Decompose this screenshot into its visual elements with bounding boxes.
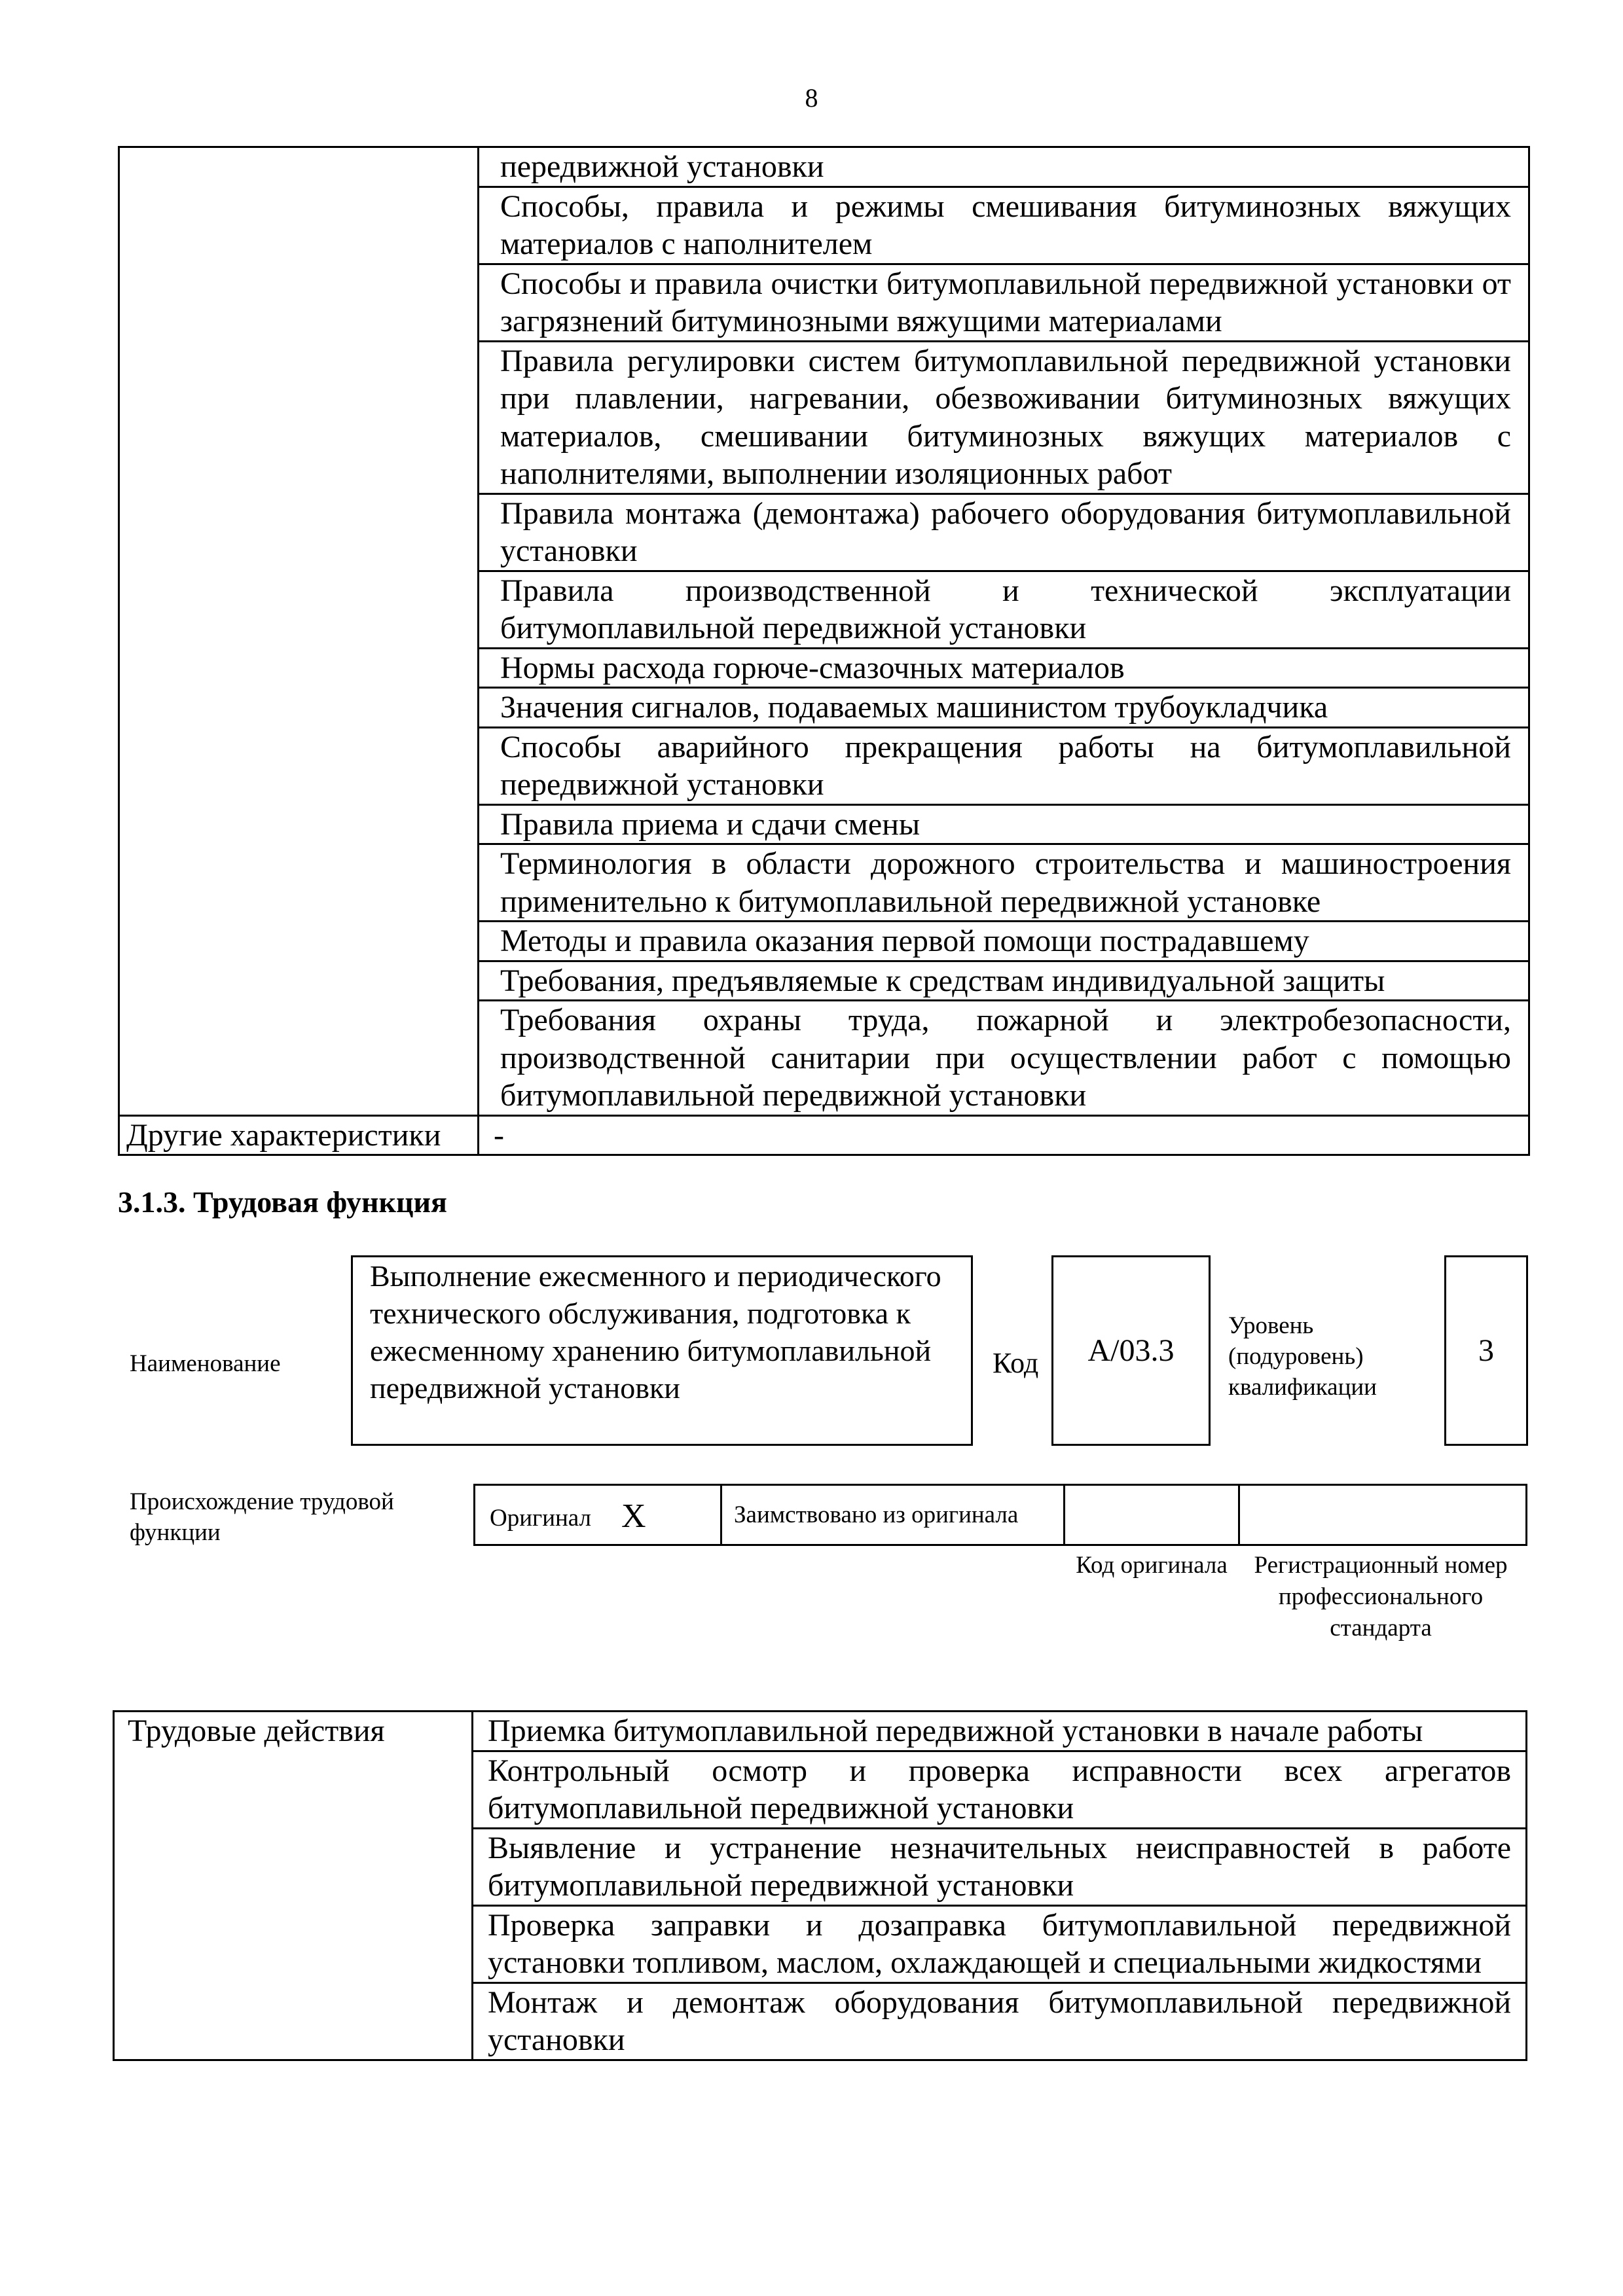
knowledge-row: Правила производственной и технической эксплуатации битумоплавильной передвижной установки [479,571,1529,648]
other-characteristics-label: Другие характеристики [119,1115,479,1155]
knowledge-row: Значения сигналов, подаваемых машинистом трубоукладчика [479,688,1529,728]
knowledge-row: Правила регулировки систем битумоплавильной передвижной установки при плавлении, нагревании, обезвоживании битуминозных вяжущих материалов, смешивании битуминозных вяжущих материалов с наполнителями, выполнении изоляционных работ [479,341,1529,493]
original-mark: X [621,1498,646,1535]
labor-action-row: Контрольный осмотр и проверка исправности всех агрегатов битумоплавильной передвижной установки [473,1751,1527,1828]
labor-action-row: Проверка заправки и дозаправка битумоплавильной передвижной установки топливом, маслом, охлаждающей и специальными жидкостями [473,1905,1527,1982]
origin-label: Происхождение трудовой функции [130,1488,394,1546]
original-code-cell [1065,1485,1239,1545]
knowledge-row: передвижной установки [479,147,1529,187]
origin-table [473,1484,1527,1546]
knowledge-row: Требования охраны труда, пожарной и электробезопасности, производственной санитарии при осуществлении работ с помощью битумоплавильной передвижной установки [479,1001,1529,1116]
knowledge-row: Способы, правила и режимы смешивания битуминозных вяжущих материалов с наполнителем [479,187,1529,264]
labor-actions-table [113,1710,1527,2061]
labor-action-row: Приемка битумоплавильной передвижной установки в начале работы [473,1712,1527,1751]
original-cell [475,1485,721,1545]
code-original-caption: Код оригинала [1076,1552,1228,1579]
name-label: Наименование [130,1350,281,1377]
other-characteristics-value: - [479,1115,1529,1155]
reg-number-caption: Регистрационный номер профессионального стандарта [1254,1552,1508,1641]
knowledge-row: Нормы расхода горюче-смазочных материалов [479,648,1529,688]
original-label: Оригинал [490,1505,592,1532]
section-title: 3.1.3. Трудовая функция [118,1185,447,1219]
knowledge-row: Требования, предъявляемые к средствам индивидуальной защиты [479,961,1529,1001]
qualification-level-value: 3 [1478,1333,1494,1368]
knowledge-row: Методы и правила оказания первой помощи пострадавшему [479,922,1529,961]
function-name-box: Выполнение ежесменного и периодического технического обслуживания, подготовка к ежесменному хранению битумоплавильной передвижной установки [351,1255,973,1446]
function-code-box [1051,1255,1211,1446]
knowledge-table [118,146,1530,1156]
labor-actions-label: Трудовые действия [114,1712,473,2060]
labor-action-row: Выявление и устранение незначительных неисправностей в работе битумоплавильной передвижной установки [473,1828,1527,1905]
qualification-level-box [1444,1255,1528,1446]
knowledge-row: Способы аварийного прекращения работы на битумоплавильной передвижной установки [479,727,1529,804]
knowledge-row: Терминология в области дорожного строительства и машиностроения применительно к битумоплавильной передвижной установке [479,844,1529,922]
knowledge-row: Способы и правила очистки битумоплавильной передвижной установки от загрязнений битуминозными вяжущими материалами [479,264,1529,341]
knowledge-row: Правила монтажа (демонтажа) рабочего оборудования битумоплавильной установки [479,493,1529,571]
knowledge-row: Правила приема и сдачи смены [479,804,1529,844]
borrowed-cell: Заимствовано из оригинала [721,1485,1065,1545]
function-code-value: А/03.3 [1087,1333,1175,1368]
level-label: Уровень (подуровень) квалификации [1228,1312,1377,1401]
code-label: Код [993,1347,1039,1379]
reg-number-cell [1239,1485,1527,1545]
page-number: 8 [805,83,818,113]
labor-action-row: Монтаж и демонтаж оборудования битумоплавильной передвижной установки [473,1982,1527,2060]
knowledge-label-cell [119,147,479,1116]
